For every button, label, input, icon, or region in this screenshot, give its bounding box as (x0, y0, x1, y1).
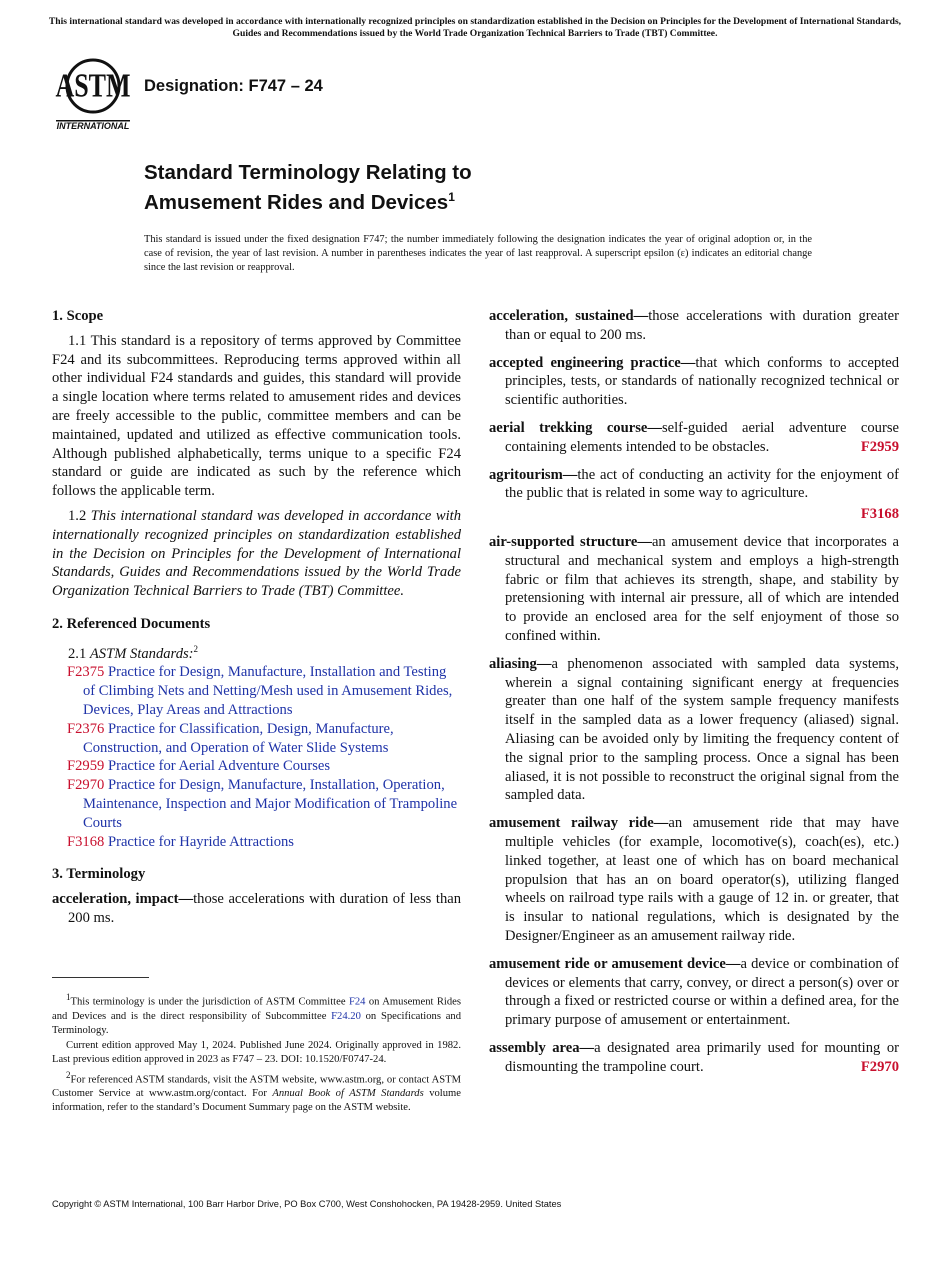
footnote-divider (52, 977, 149, 978)
right-column (489, 307, 899, 1085)
scope-heading: 1. Scope (52, 308, 104, 324)
term-reference-code[interactable]: F2970 (860, 1058, 899, 1075)
term-entry: acceleration, impact—those accelerations with duration of less than 200 ms. (52, 891, 462, 926)
title-footnote-mark: 1 (448, 190, 455, 204)
footnote-2: $^2$For referenced ASTM standards, visit the ASTM website, www.astm.org, or contact ASTM Customer Service at www.astm.org/contact. For Annual Book of ASTM Standards volume information, refer to the standard’s Document Summary page on the ASTM website. (52, 1069, 461, 1114)
referenced-documents-heading: 2. Referenced Documents (52, 615, 211, 632)
footnote-current-edition: Current edition approved May 1, 2024. Published June 2024. Originally approved in 1982. Last previous edition approved in 2023 as F747 – 23. DOI: 10.1520/F0747-24. (52, 1039, 461, 1065)
astm-standards-label: 2.1 ASTM Standards:$^2$ (68, 643, 199, 662)
term-reference-code[interactable]: F3168 (860, 506, 899, 523)
scope-paragraph-1: 1.1 This standard is a repository of terms approved by Committee F24 and its subcommittees. Reproducing terms approved within all other individual F24 standards and guides, this standard will provide a single location where terms related to amusement rides and devices are freely accessible to the public, committee members and can be maintained, updated and utilized as effective communication tools. Although published alphabetically, terms unique to a specific F24 standard or guide are indicated as such by the reference which follows the applicable term. (52, 332, 461, 500)
copyright: Copyright © ASTM International, 100 Barr Harbor Drive, PO Box C700, West Conshohocken, PA 19428-2959. United States (52, 1199, 562, 1209)
term-entry: acceleration, sustained—those accelerations with duration greater than or equal to 200 ms. (489, 308, 899, 343)
committee-link[interactable]: F24 (348, 996, 366, 1008)
wto-notice: This international standard was developed in accordance with internationally recognized principles on standardization established in the Decision on Principles for the Development of International Standards, Guides and Recommendations issued by the World Trade Organization Technical Barriers to Trade (TBT) Committee. (48, 16, 902, 39)
title-line-2: Amusement Rides and Devices$^1$ (144, 190, 455, 214)
term-entry: aerial trekking course—self-guided aerial adventure course containing elements intended to be obstacles. F2959 (489, 419, 900, 455)
term-entry: air-supported structure—an amusement device that incorporates a structural and mechanical system and employs a high-strength fabric or film that achieves its strength, shape, and stability by pretensioning with internal air pressure, all of which are intended to provide an enclosed area for the self enjoyment of those so confined within. (489, 533, 899, 644)
subcommittee-link[interactable]: F24.20 (331, 1010, 361, 1022)
issue-note: This standard is issued under the fixed designation F747; the number immediately following the designation indicates the year of original adoption or, in the case of revision, the year of last revision. A number in parentheses indicates the year of last reapproval. A superscript epsilon (ε) indicates an editorial change since the last revision or reapproval. (144, 234, 812, 273)
reference-item[interactable]: F2376 Practice for Classification, Design, Manufacture, Construction, and Operation of Water Slide Systems (67, 720, 394, 756)
reference-item[interactable]: F2970 Practice for Design, Manufacture, Installation, Operation, Maintenance, Inspection and Major Modification of Trampoline Courts (67, 777, 458, 831)
term-entry: amusement railway ride—an amusement ride that may have multiple vehicles (for example, locomotive(s), coach(es), etc.) linked together, at least one of which has on board mechanical propulsion that has an on board operator(s), utilizing flanged wheels on railroad type rails with a gauge of 12 in. or greater, that is insular to national regulations, which is designated by the Designer/Engineer as an amusement railway ride. (489, 815, 899, 944)
term-entry: aliasing—a phenomenon associated with sampled data systems, wherein a signal containing significant energy at frequencies greater than one half of the system sample frequency manifests itself in the sampled data as a lower frequency (aliased) signal. Aliasing can be avoided only by limiting the frequency content of the signal prior to the sampling process. Once a signal has been aliased, it is not possible to reconstruct the original signal from the sampled data. (489, 655, 899, 804)
term-entry: assembly area—a designated area primarily used for mounting or dismounting the trampoline court. F2970 (489, 1039, 899, 1075)
reference-item[interactable]: F2959 Practice for Aerial Adventure Courses (67, 758, 331, 775)
term-entry: accepted engineering practice—that which conforms to accepted principles, tests, or standards of nationally recognized technical or scientific authorities. (489, 354, 899, 409)
reference-item[interactable]: F3168 Practice for Hayride Attractions (67, 833, 294, 850)
page-title (144, 160, 472, 215)
term-reference-code[interactable]: F2959 (860, 438, 899, 455)
scope-paragraph-2: 1.2 This international standard was developed in accordance with internationally recognized principles on standardization established in the Decision on Principles for the Development of International Standards, Guides and Recommendations issued by the World Trade Organization Technical Barriers to Trade (TBT) Committee. (52, 507, 462, 600)
astm-logo-text: ASTM (55, 66, 131, 105)
footnotes (52, 990, 461, 1116)
left-column (52, 307, 461, 937)
title-line-1: Standard Terminology Relating to (144, 161, 472, 184)
terminology-heading: 3. Terminology (52, 866, 146, 883)
term-entry: amusement ride or amusement device—a device or combination of devices or elements that carry, convey, or direct a person(s) over or through a fixed or restricted course or within a defined area, for the primary purpose of amusement or entertainment. (489, 955, 899, 1029)
astm-logo (52, 56, 134, 132)
term-entry: agritourism—the act of conducting an activity for the enjoyment of the public that is related in some way to agriculture. (489, 466, 899, 502)
designation: Designation: F747 – 24 (144, 77, 323, 95)
astm-logo-subtext: INTERNATIONAL (56, 121, 130, 131)
reference-item[interactable]: F2375 Practice for Design, Manufacture, Installation and Testing of Climbing Nets and Netting/Mesh used in Amusement Rides, Devices, Play Areas and Attractions (67, 664, 453, 718)
footnote-1: $^1$This terminology is under the jurisdiction of ASTM Committee F24 on Amusement Rides and Devices and is the direct responsibility of Subcommittee F24.20 on Specifications and Terminology. (52, 992, 461, 1036)
